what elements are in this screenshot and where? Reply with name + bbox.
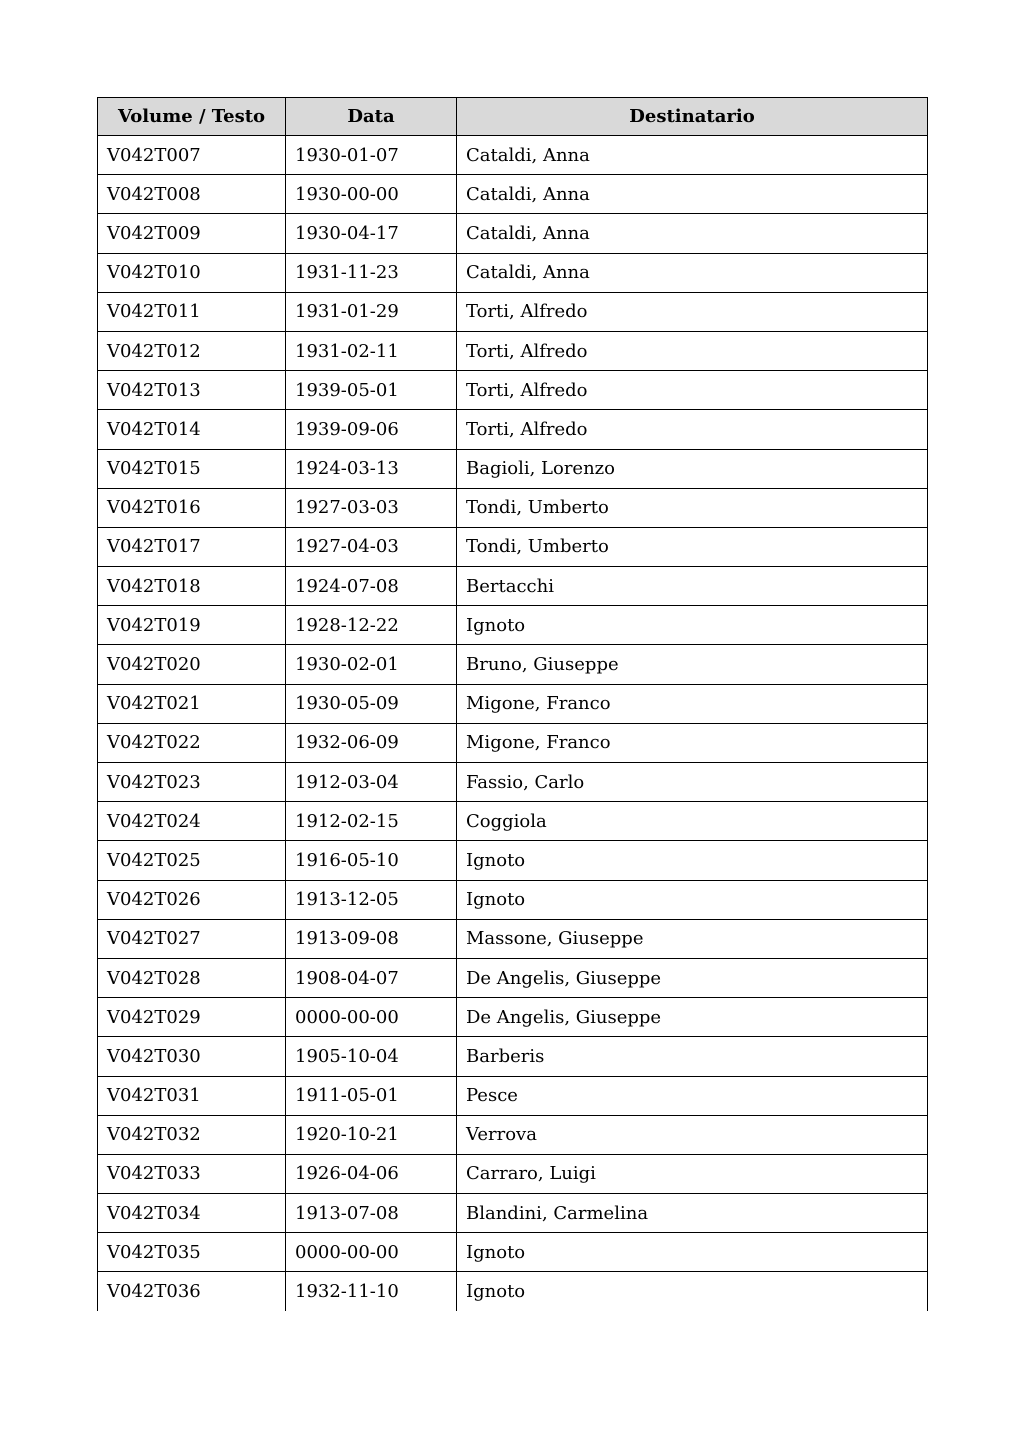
- destinatario-cell: Pesce: [457, 1076, 928, 1115]
- volume-testo-cell: V042T033: [98, 1154, 286, 1193]
- table-row: [98, 488, 928, 527]
- volume-testo-cell: V042T013: [98, 371, 286, 410]
- table-row: [98, 958, 928, 997]
- letters-table: [97, 97, 928, 1311]
- table-row: [98, 1194, 928, 1233]
- data-cell: 1930-04-17: [286, 214, 457, 253]
- destinatario-cell: Bagioli, Lorenzo: [457, 449, 928, 488]
- destinatario-cell: Tondi, Umberto: [457, 488, 928, 527]
- data-cell: 1927-04-03: [286, 527, 457, 566]
- destinatario-cell: Massone, Giuseppe: [457, 919, 928, 958]
- destinatario-cell: Torti, Alfredo: [457, 331, 928, 370]
- table-row: [98, 684, 928, 723]
- table-row: [98, 841, 928, 880]
- table-header-row: [98, 98, 928, 136]
- volume-testo-cell: V042T011: [98, 292, 286, 331]
- destinatario-cell: Fassio, Carlo: [457, 763, 928, 802]
- data-cell: 1908-04-07: [286, 958, 457, 997]
- data-cell: 1931-11-23: [286, 253, 457, 292]
- destinatario-cell: De Angelis, Giuseppe: [457, 998, 928, 1037]
- data-cell: 1924-03-13: [286, 449, 457, 488]
- data-cell: 1926-04-06: [286, 1154, 457, 1193]
- volume-testo-cell: V042T014: [98, 410, 286, 449]
- table-row: [98, 449, 928, 488]
- volume-testo-cell: V042T009: [98, 214, 286, 253]
- volume-testo-cell: V042T022: [98, 723, 286, 762]
- table-row: [98, 214, 928, 253]
- table-row: [98, 1076, 928, 1115]
- destinatario-cell: Ignoto: [457, 1272, 928, 1311]
- data-cell: 1912-03-04: [286, 763, 457, 802]
- table-body: [98, 136, 928, 1312]
- table-row: [98, 331, 928, 370]
- table-row: [98, 292, 928, 331]
- table-row: [98, 998, 928, 1037]
- volume-testo-cell: V042T010: [98, 253, 286, 292]
- destinatario-cell: Ignoto: [457, 1233, 928, 1272]
- data-cell: 1930-02-01: [286, 645, 457, 684]
- volume-testo-cell: V042T008: [98, 175, 286, 214]
- destinatario-cell: Bertacchi: [457, 567, 928, 606]
- data-cell: 1931-01-29: [286, 292, 457, 331]
- destinatario-cell: Verrova: [457, 1115, 928, 1154]
- volume-testo-cell: V042T025: [98, 841, 286, 880]
- table-row: [98, 371, 928, 410]
- data-cell: 1913-12-05: [286, 880, 457, 919]
- table-row: [98, 527, 928, 566]
- destinatario-cell: Migone, Franco: [457, 684, 928, 723]
- data-cell: 1928-12-22: [286, 606, 457, 645]
- volume-testo-cell: V042T021: [98, 684, 286, 723]
- volume-testo-cell: V042T029: [98, 998, 286, 1037]
- volume-testo-cell: V042T023: [98, 763, 286, 802]
- table-row: [98, 1233, 928, 1272]
- column-header-destinatario: Destinatario: [457, 98, 928, 136]
- data-cell: 1939-05-01: [286, 371, 457, 410]
- data-cell: 1916-05-10: [286, 841, 457, 880]
- volume-testo-cell: V042T030: [98, 1037, 286, 1076]
- volume-testo-cell: V042T012: [98, 331, 286, 370]
- destinatario-cell: Migone, Franco: [457, 723, 928, 762]
- volume-testo-cell: V042T028: [98, 958, 286, 997]
- destinatario-cell: Torti, Alfredo: [457, 292, 928, 331]
- table-row: [98, 567, 928, 606]
- volume-testo-cell: V042T035: [98, 1233, 286, 1272]
- destinatario-cell: Barberis: [457, 1037, 928, 1076]
- destinatario-cell: Blandini, Carmelina: [457, 1194, 928, 1233]
- volume-testo-cell: V042T032: [98, 1115, 286, 1154]
- table-row: [98, 175, 928, 214]
- column-header-volume-testo: Volume / Testo: [98, 98, 286, 136]
- volume-testo-cell: V042T017: [98, 527, 286, 566]
- destinatario-cell: De Angelis, Giuseppe: [457, 958, 928, 997]
- volume-testo-cell: V042T018: [98, 567, 286, 606]
- data-cell: 1930-00-00: [286, 175, 457, 214]
- data-cell: 1913-09-08: [286, 919, 457, 958]
- volume-testo-cell: V042T026: [98, 880, 286, 919]
- destinatario-cell: Ignoto: [457, 880, 928, 919]
- destinatario-cell: Carraro, Luigi: [457, 1154, 928, 1193]
- data-cell: 1924-07-08: [286, 567, 457, 606]
- destinatario-cell: Torti, Alfredo: [457, 410, 928, 449]
- table-row: [98, 919, 928, 958]
- column-header-data: Data: [286, 98, 457, 136]
- table-row: [98, 1272, 928, 1311]
- destinatario-cell: Ignoto: [457, 606, 928, 645]
- table-row: [98, 1154, 928, 1193]
- data-cell: 1913-07-08: [286, 1194, 457, 1233]
- volume-testo-cell: V042T036: [98, 1272, 286, 1311]
- destinatario-cell: Bruno, Giuseppe: [457, 645, 928, 684]
- table-row: [98, 1115, 928, 1154]
- destinatario-cell: Cataldi, Anna: [457, 136, 928, 175]
- table-row: [98, 880, 928, 919]
- table-row: [98, 136, 928, 175]
- table-row: [98, 723, 928, 762]
- data-cell: 1912-02-15: [286, 802, 457, 841]
- volume-testo-cell: V042T019: [98, 606, 286, 645]
- destinatario-cell: Cataldi, Anna: [457, 175, 928, 214]
- volume-testo-cell: V042T024: [98, 802, 286, 841]
- destinatario-cell: Cataldi, Anna: [457, 253, 928, 292]
- data-cell: 1931-02-11: [286, 331, 457, 370]
- table-row: [98, 410, 928, 449]
- volume-testo-cell: V042T031: [98, 1076, 286, 1115]
- volume-testo-cell: V042T027: [98, 919, 286, 958]
- destinatario-cell: Cataldi, Anna: [457, 214, 928, 253]
- data-cell: 1920-10-21: [286, 1115, 457, 1154]
- data-cell: 1932-11-10: [286, 1272, 457, 1311]
- table-row: [98, 763, 928, 802]
- volume-testo-cell: V042T016: [98, 488, 286, 527]
- volume-testo-cell: V042T020: [98, 645, 286, 684]
- table-row: [98, 253, 928, 292]
- data-cell: 1930-05-09: [286, 684, 457, 723]
- data-cell: 1905-10-04: [286, 1037, 457, 1076]
- table-row: [98, 802, 928, 841]
- data-cell: 0000-00-00: [286, 1233, 457, 1272]
- table-row: [98, 645, 928, 684]
- destinatario-cell: Tondi, Umberto: [457, 527, 928, 566]
- data-cell: 0000-00-00: [286, 998, 457, 1037]
- destinatario-cell: Torti, Alfredo: [457, 371, 928, 410]
- data-cell: 1932-06-09: [286, 723, 457, 762]
- destinatario-cell: Ignoto: [457, 841, 928, 880]
- table-row: [98, 1037, 928, 1076]
- table-row: [98, 606, 928, 645]
- destinatario-cell: Coggiola: [457, 802, 928, 841]
- data-cell: 1911-05-01: [286, 1076, 457, 1115]
- volume-testo-cell: V042T015: [98, 449, 286, 488]
- data-cell: 1939-09-06: [286, 410, 457, 449]
- data-cell: 1927-03-03: [286, 488, 457, 527]
- volume-testo-cell: V042T007: [98, 136, 286, 175]
- data-cell: 1930-01-07: [286, 136, 457, 175]
- volume-testo-cell: V042T034: [98, 1194, 286, 1233]
